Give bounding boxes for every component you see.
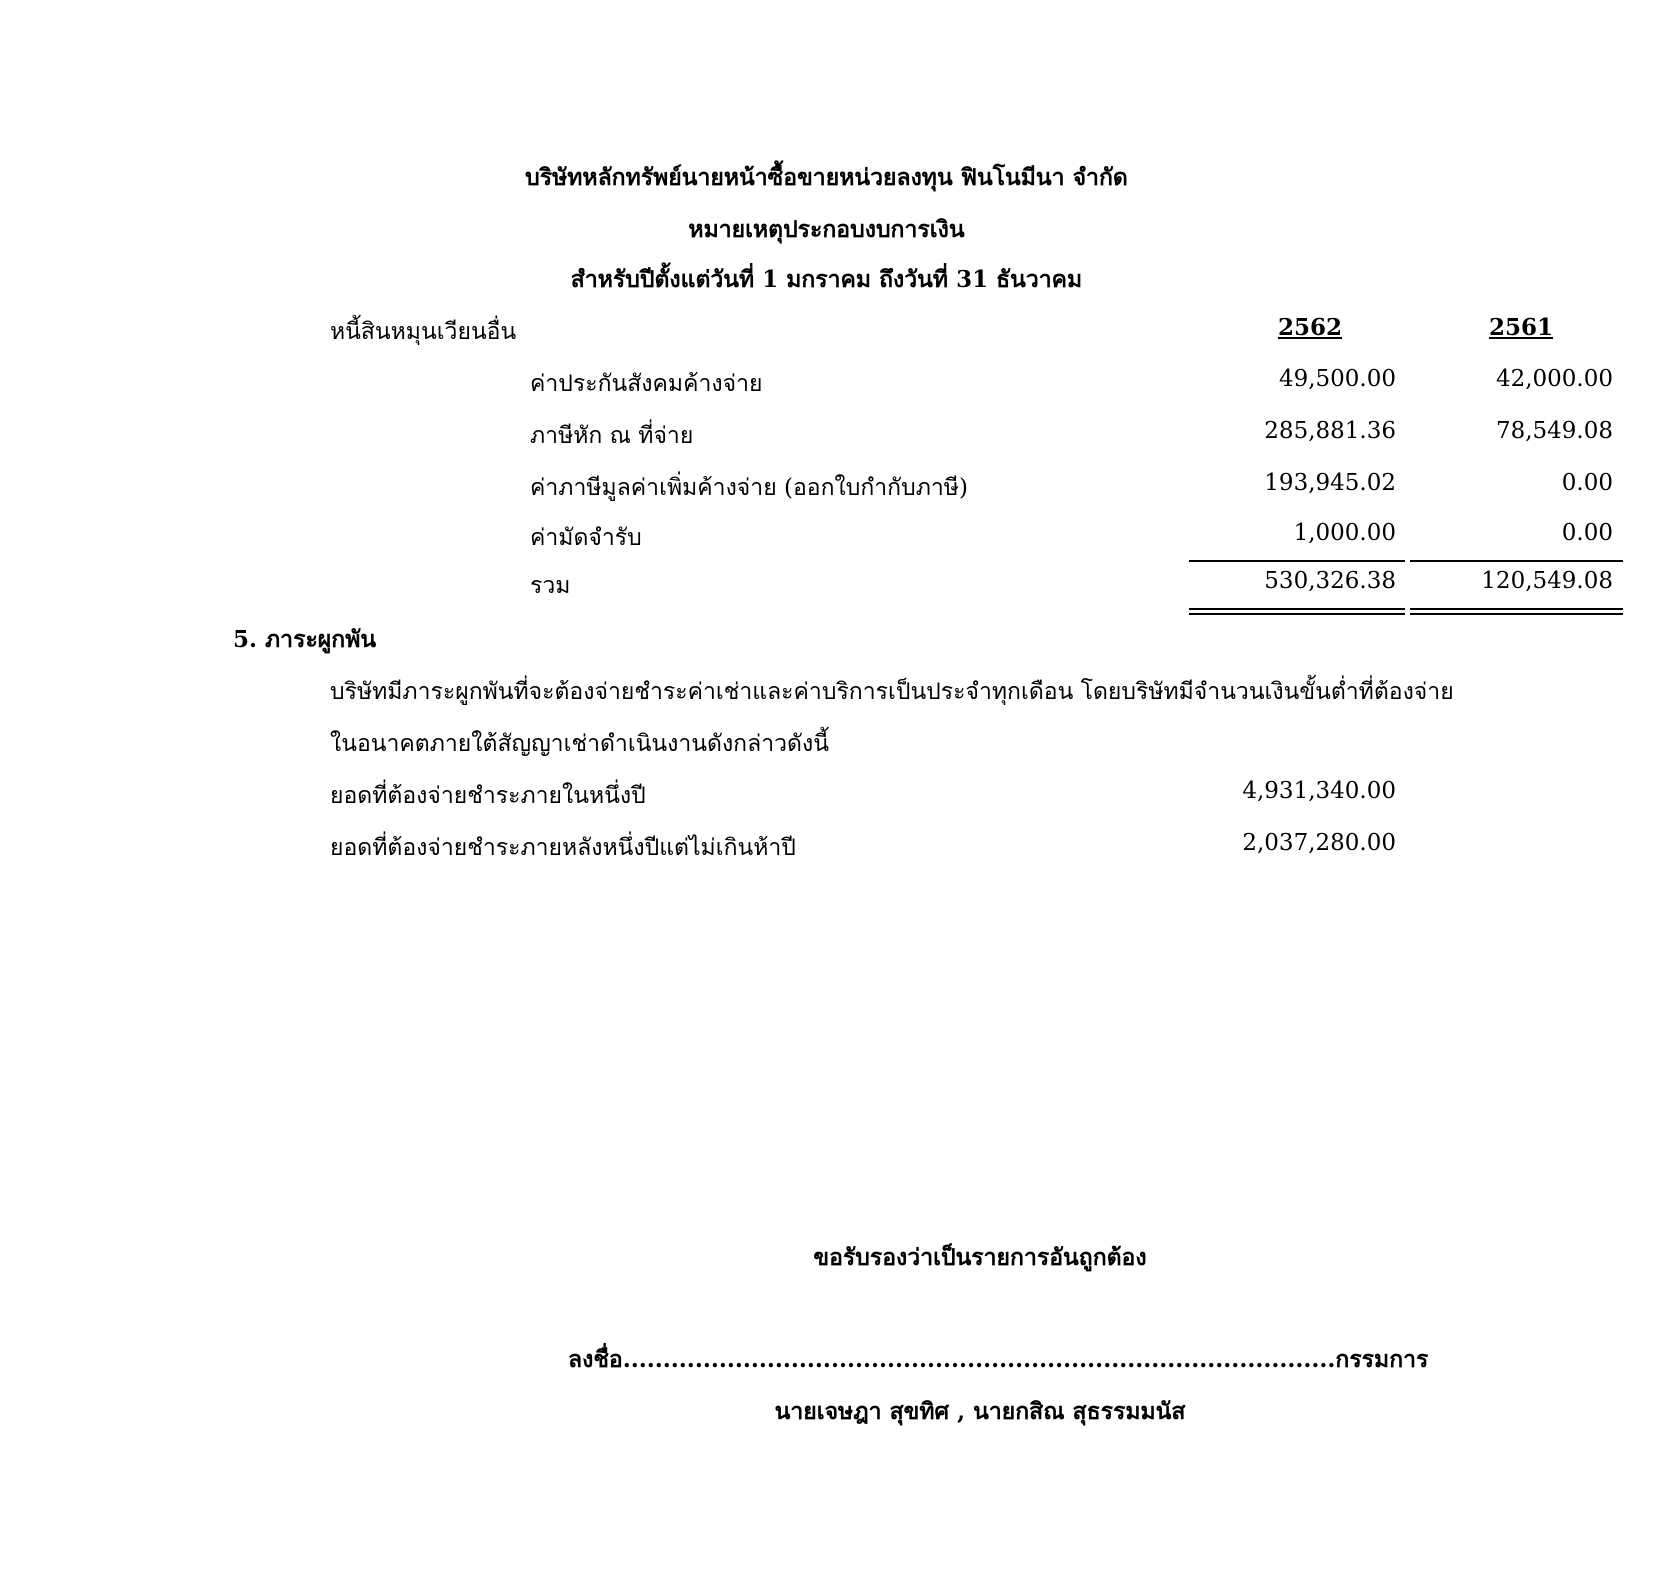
commitment-value: 2,037,280.00 [1242, 830, 1396, 856]
certification-statement: ขอรับรองว่าเป็นรายการอันถูกต้อง [813, 1244, 1147, 1271]
liability-label: ภาษีหัก ณ ที่จ่าย [530, 423, 694, 449]
liability-value-2561: 0.00 [1561, 520, 1613, 546]
liability-value-2562: 49,500.00 [1278, 366, 1396, 392]
commitments-paragraph-line-2: ในอนาคตภายใต้สัญญาเช่าดำเนินงานดังกล่าวดังนี้ [330, 731, 829, 757]
commitment-value: 4,931,340.00 [1242, 778, 1396, 804]
subtotal-rule-2562 [1189, 560, 1405, 562]
commitments-heading: 5. ภาระผูกพัน [233, 626, 377, 653]
liability-value-2562: 1,000.00 [1293, 520, 1396, 546]
commitment-label: ยอดที่ต้องจ่ายชำระภายในหนึ่งปี [330, 783, 646, 809]
total-double-rule-2562 [1189, 608, 1405, 615]
liability-value-2562: 193,945.02 [1264, 470, 1396, 496]
liability-value-2561: 42,000.00 [1495, 366, 1613, 392]
liability-label: ค่าภาษีมูลค่าเพิ่มค้างจ่าย (ออกใบกำกับภาษี) [530, 475, 968, 501]
liability-value-2561: 0.00 [1561, 470, 1613, 496]
commitments-paragraph-line-1: บริษัทมีภาระผูกพันที่จะต้องจ่ายชำระค่าเช่าและค่าบริการเป็นประจำทุกเดือน โดยบริษัทมีจำนวนเงินขั้นต่ำที่ต้องจ่าย [330, 679, 1454, 705]
liability-label: ค่ามัดจำรับ [530, 525, 642, 551]
total-value-2561: 120,549.08 [1481, 568, 1613, 594]
liability-label: ค่าประกันสังคมค้างจ่าย [530, 371, 763, 397]
total-label: รวม [530, 573, 571, 599]
document-title: หมายเหตุประกอบงบการเงิน [688, 216, 965, 243]
commitment-label: ยอดที่ต้องจ่ายชำระภายหลังหนึ่งปีแต่ไม่เกินห้าปี [330, 835, 796, 861]
company-name: บริษัทหลักทรัพย์นายหน้าซื้อขายหน่วยลงทุน ฟินโนมีนา จำกัด [525, 164, 1128, 191]
liability-value-2562: 285,881.36 [1264, 418, 1396, 444]
total-value-2562: 530,326.38 [1264, 568, 1396, 594]
year-2562-header: 2562 [1277, 314, 1342, 341]
liability-value-2561: 78,549.08 [1495, 418, 1613, 444]
signature-line: ลงชื่อ.........................................................................................กรรมการ [568, 1346, 1429, 1373]
year-2561-header: 2561 [1488, 314, 1553, 341]
total-double-rule-2561 [1410, 608, 1623, 615]
subtotal-rule-2561 [1410, 560, 1623, 562]
liabilities-heading: หนี้สินหมุนเวียนอื่น [330, 319, 517, 345]
signatory-names: นายเจษฎา สุขทิศ , นายกสิณ สุธรรมมนัส [774, 1398, 1186, 1425]
period-subtitle: สำหรับปีตั้งแต่วันที่ 1 มกราคม ถึงวันที่ 31 ธันวาคม [570, 266, 1083, 293]
